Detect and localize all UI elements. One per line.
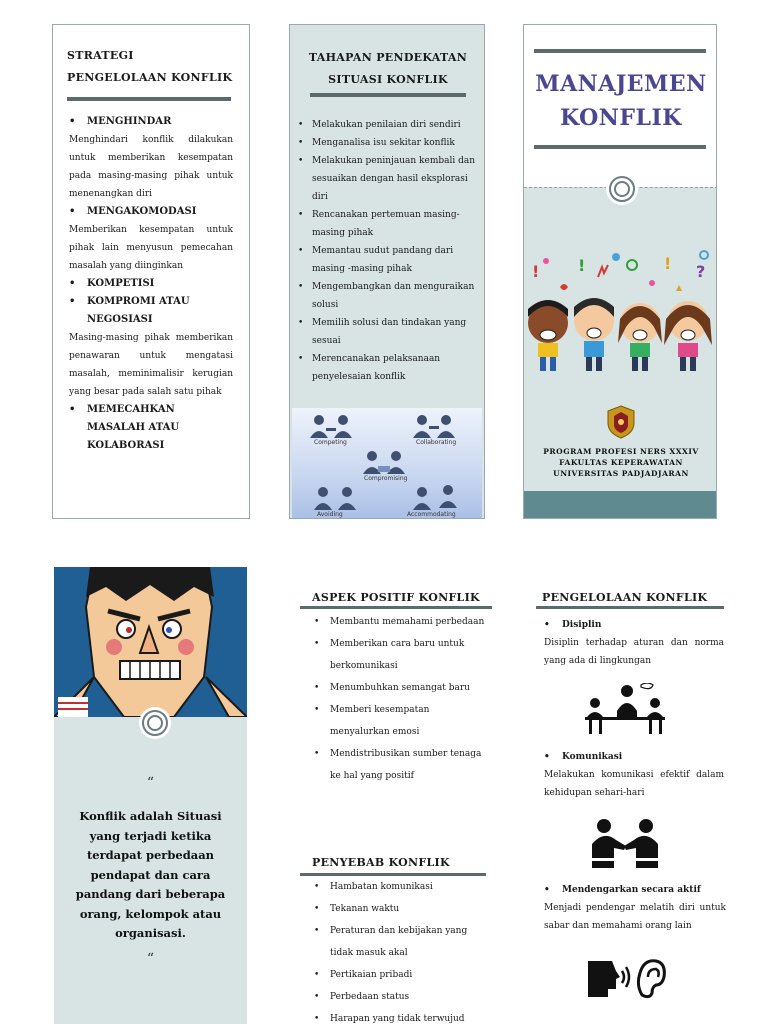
- list-item: • Memantau sudut pandang dari masing -masing pihak: [298, 246, 454, 274]
- conflict-modes-diagram: [292, 408, 482, 519]
- svg-text:!: !: [664, 254, 672, 273]
- list-item: • Harapan yang tidak terwujud: [314, 1014, 465, 1024]
- divider: [534, 145, 706, 149]
- list-item: • Hambatan komunikasi: [314, 882, 433, 892]
- communication-icon: [590, 818, 660, 870]
- list-item: • Melakukan peninjauan kembali dan sesuaikan dengan hasil eksplorasi diri: [298, 156, 476, 202]
- strategy-item: • MEMECAHKAN MASALAH ATAU KOLABORASI: [69, 404, 180, 451]
- management-desc: Disiplin terhadap aturan dan norma yang ada di lingkungan: [544, 638, 724, 666]
- list-item: • Membantu memahami perbedaan: [314, 617, 485, 627]
- panel-pengelolaan: [536, 587, 732, 1024]
- strategy-desc: Memberikan kesempatan untuk pihak lain menyusun pemecahan masalah yang diinginkan: [69, 225, 233, 271]
- accommodating-icon: [413, 485, 457, 510]
- list-item: • Menumbuhkan semangat baru: [314, 683, 470, 693]
- open-quote: “: [146, 775, 155, 791]
- list-item: • Peraturan dan kebijakan yang tidak masuk akal: [314, 926, 468, 958]
- panel-tahapan: [289, 24, 485, 519]
- angry-face-illustration: [54, 567, 247, 717]
- competing-icon: [310, 415, 352, 438]
- list-item: • Memberi kesempatan menyalurkan emosi: [314, 705, 430, 737]
- section-title-positive: ASPEK POSITIF KONFLIK: [312, 591, 480, 604]
- list-item: • Mendistribusikan sumber tenaga ke hal yang positif: [314, 749, 482, 781]
- meeting-icon: [581, 683, 669, 735]
- section-title: PENGELOLAAN KONFLIK: [542, 591, 708, 604]
- conflict-definition-quote: Konflik adalah Situasi yang terjadi ketika terdapat perbedaan pendapat dan cara pandang dari beberapa orang, kelompok atau organisasi.: [75, 809, 226, 940]
- list-item: • Memilih solusi dan tindakan yang sesuai: [298, 318, 467, 346]
- divider: [67, 97, 231, 101]
- cover-title-line2: KONFLIK: [560, 105, 682, 131]
- strategy-item: • MENGHINDAR: [69, 116, 172, 127]
- strategy-desc: Menghindari konflik dilakukan untuk memberikan kesempatan pada masing-masing pihak untuk menenangkan diri: [69, 135, 233, 199]
- list-item: • Pertikaian pribadi: [314, 970, 413, 980]
- panel-title-line2: SITUASI KONFLIK: [328, 73, 448, 86]
- arguing-children-illustration: [526, 247, 716, 377]
- list-item: • Perbedaan status: [314, 992, 410, 1002]
- panel-title-line1: TAHAPAN PENDEKATAN: [308, 51, 468, 64]
- panel-strategi: [52, 24, 250, 519]
- svg-text:!: !: [578, 256, 586, 275]
- hole-punch-icon: [609, 176, 635, 202]
- list-item: • Melakukan penilaian diri sendiri: [298, 120, 461, 130]
- label-avoiding: Avoiding: [317, 511, 343, 518]
- cover-footer-line1: PROGRAM PROFESI NERS XXXIV: [543, 447, 699, 456]
- strategy-item: • MENGAKOMODASI: [69, 206, 197, 217]
- causes-list: [314, 876, 490, 1030]
- management-item: • Mendengarkan secara aktif: [544, 885, 701, 895]
- hole-punch-icon: [142, 710, 168, 736]
- close-quote: “: [146, 951, 155, 967]
- list-item: • Tekanan waktu: [314, 904, 400, 914]
- strategy-desc: Masing-masing pihak memberikan penawaran untuk mengatasi masalah, meminimalisir kerugian yang besar pada salah satu pihak: [69, 333, 233, 397]
- panel-definition: [54, 567, 247, 1024]
- avoiding-icon: [314, 487, 356, 510]
- label-collaborating: Collaborating: [416, 439, 457, 446]
- collaborating-icon: [413, 415, 455, 438]
- list-item: • Rencanakan pertemuan masing-masing pihak: [298, 210, 460, 238]
- positive-list: [314, 611, 490, 787]
- active-listening-icon: [586, 955, 666, 1001]
- section-title-causes: PENYEBAB KONFLIK: [312, 856, 450, 869]
- svg-text:!: !: [532, 262, 540, 281]
- management-item: • Disiplin: [544, 620, 602, 630]
- panel-cover: [523, 24, 717, 519]
- strategy-item: • KOMPROMI ATAU NEGOSIASI: [69, 296, 190, 325]
- panel-title-line2: PENGELOLAAN KONFLIK: [67, 71, 233, 84]
- cover-title-line1: MANAJEMEN: [535, 71, 707, 97]
- list-item: • Menganalisa isu sekitar konflik: [298, 138, 455, 148]
- list-item: • Memberikan cara baru untuk berkomunikasi: [314, 639, 465, 671]
- label-accommodating: Accommodating: [407, 511, 456, 518]
- label-competing: Competing: [314, 439, 347, 446]
- panel-title-line1: STRATEGI: [67, 49, 134, 62]
- divider: [536, 606, 724, 609]
- strategy-item: • KOMPETISI: [69, 278, 155, 289]
- compromising-icon: [363, 451, 405, 474]
- management-desc: Menjadi pendengar melatih diri untuk sabar dan memahami orang lain: [544, 903, 726, 931]
- panel-aspek-penyebab: [300, 587, 496, 1024]
- list-item: • Mengembangkan dan menguraikan solusi: [298, 282, 475, 310]
- label-compromising: Compromising: [364, 475, 408, 482]
- cover-footer-line2: FAKULTAS KEPERAWATAN: [559, 458, 683, 467]
- divider: [310, 93, 466, 97]
- university-emblem-icon: [606, 405, 636, 439]
- divider: [300, 606, 492, 609]
- list-item: • Merencanakan pelaksanaan penyelesaian konflik: [298, 354, 441, 382]
- cover-bottom-band: [524, 491, 717, 519]
- svg-text:?: ?: [696, 262, 706, 281]
- cover-footer-line3: UNIVERSITAS PADJADJARAN: [553, 469, 689, 478]
- management-item: • Komunikasi: [544, 752, 623, 762]
- divider: [534, 49, 706, 53]
- management-desc: Melakukan komunikasi efektif dalam kehidupan sehari-hari: [544, 770, 724, 798]
- steps-list: [298, 116, 478, 386]
